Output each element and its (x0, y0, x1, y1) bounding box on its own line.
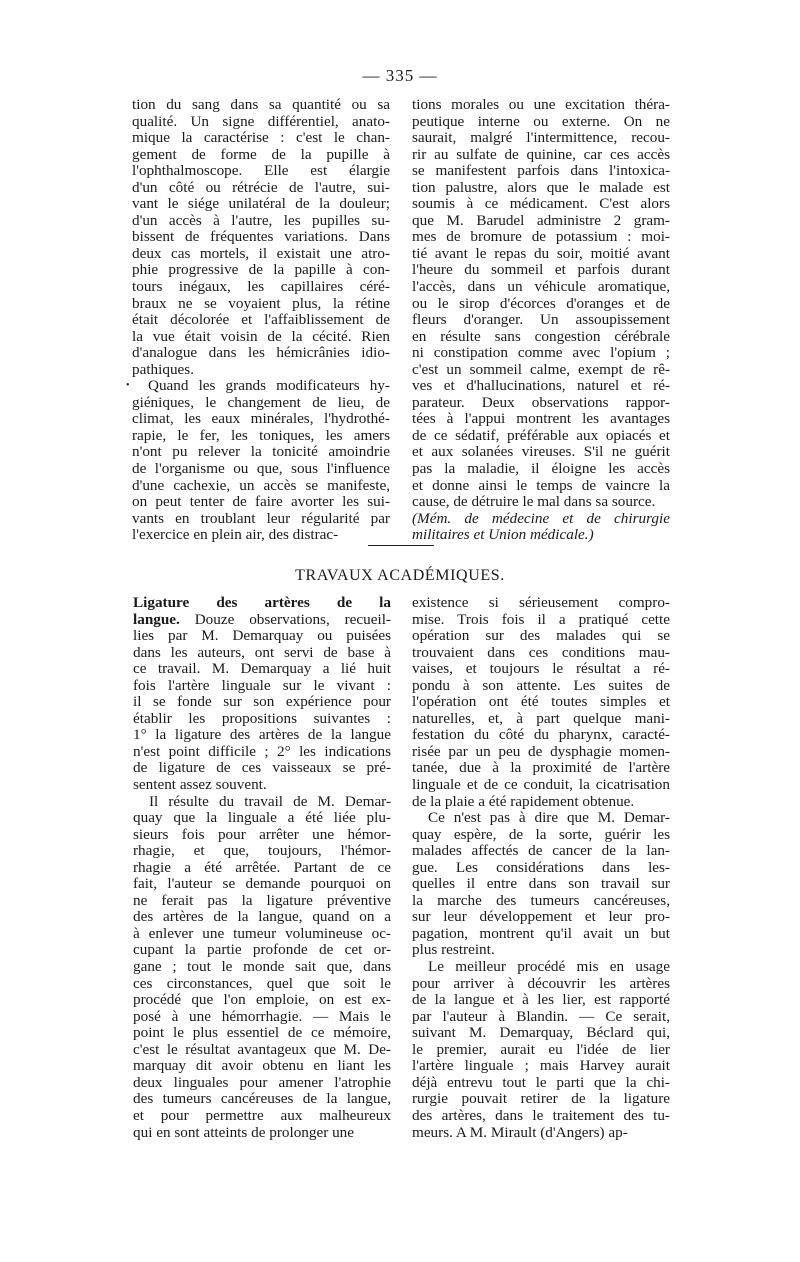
text-line: de ce sédatif, préférable aux opiacés et (412, 426, 670, 444)
text-line: parateur. Deux observations rappor- (412, 393, 670, 411)
text-line: l'accès, dans un véhicule aromatique, (412, 278, 670, 296)
text-line: saurait, malgré l'intermittence, recou- (412, 129, 670, 147)
text-line: l'artère linguale ; mais Harvey aurait (412, 1057, 670, 1075)
text-line: Il résulte du travail de M. Demar- (149, 792, 391, 810)
text-line: le premier, aurait eu l'idée de lier (412, 1040, 670, 1058)
text-line: et pour permettre aux malheureux (133, 1106, 391, 1124)
text-line: procédé que l'on emploie, on est ex- (133, 991, 391, 1009)
text-line: d'un côté ou rétrécie de l'autre, sui- (132, 178, 390, 196)
text-line: linguale et de ce conduit, la cicatrisation (412, 776, 670, 794)
text-line: ce travail. M. Demarquay a lié huit (133, 660, 391, 678)
text-line: ves et d'hallucinations, naturel et ré- (412, 377, 670, 395)
text-line: vants en troublant leur régularité par (132, 509, 390, 527)
text-line: fleurs d'oranger. Un assoupissement (412, 311, 670, 329)
text-line: rurgie pouvait retirer de la ligature (412, 1090, 670, 1108)
text-line: sur leur développement et leur pro- (412, 908, 670, 926)
article-heading-line (133, 595, 391, 612)
text-line: Le meilleur procédé mis en usage (428, 958, 670, 976)
margin-mark: • (126, 380, 130, 391)
text-line: d'analogue dans les hémicrânies idio- (132, 344, 390, 362)
column-bottom-left (133, 595, 391, 1141)
text-line: la vue était voisin de la cécité. Rien (132, 327, 390, 345)
text-line: opération sur des malades qui se (412, 627, 670, 645)
text-line: marquay dit avoir obtenu en liant les (133, 1057, 391, 1075)
text-line: d'un accès à l'autre, les pupilles su- (132, 211, 390, 229)
text-line: par l'auteur à Blandin. — Ce serait, (412, 1007, 670, 1025)
text-line: point le plus essentiel de ce mémoire, (133, 1024, 391, 1042)
text-line: c'est un sommeil calme, exempt de rê- (412, 360, 670, 378)
text-line: bissent de fréquentes variations. Dans (132, 228, 390, 246)
text-line: n'est point difficile ; 2° les indications (133, 742, 391, 760)
text-line: cupant la partie profonde de cet or- (133, 941, 391, 959)
text-line: trouvaient dans ces conditions mau- (412, 643, 670, 661)
text-line: rir au sulfate de quinine, car ces accès (412, 145, 670, 163)
text-line: ne ferait pas la ligature préventive (133, 891, 391, 909)
text-line: existence si sérieusement compro- (412, 594, 670, 611)
column-top-left (132, 97, 390, 544)
text-line: à enlever une tumeur volumineuse oc- (133, 924, 391, 942)
text-line: plus restreint. (412, 941, 495, 959)
article-heading-line-2 (133, 612, 391, 629)
text-line: mes de bromure de potassium : moi- (412, 228, 670, 246)
section-divider (368, 545, 434, 546)
text-line: pas la maladie, il éloigne les accès (412, 460, 670, 478)
text-line: gement de forme de la pupille à (132, 145, 390, 163)
text-line: risée par un peu de dysphagie momen- (412, 742, 670, 760)
text-line: pagation, montrent qu'il avait un but (412, 924, 670, 942)
text-line: festation du côté du pharynx, caracté- (412, 726, 670, 744)
text-line: ni constipation comme avec l'opium ; (412, 344, 670, 362)
text-line: tion palustre, alors que le malade est (412, 178, 670, 196)
text-line: et donne ainsi le temps de vaincre la (412, 476, 670, 494)
text-line: de l'organisme ou que, sous l'influence (132, 460, 390, 478)
text-line: giéniques, le changement de lieu, de (132, 393, 390, 411)
article-heading: Ligature des artères de la (133, 594, 391, 611)
text-line: Ce n'est pas à dire que M. Demar- (428, 809, 670, 827)
text-line: l'opération ont été toutes simples et (412, 693, 670, 711)
text-line: meurs. A M. Mirault (d'Angers) ap- (412, 1123, 628, 1141)
text-line: suivant M. Demarquay, Béclard qui, (412, 1024, 670, 1042)
text-line: n'ont pu relever la tonicité amoindrie (132, 443, 390, 461)
text-line: d'une cachexie, un accès se manifeste, (132, 476, 390, 494)
text-line: phie progressive de la papille à con- (132, 261, 390, 279)
text-line: deux linguales pour amener l'atrophie (133, 1073, 391, 1091)
text-line: l'heure du sommeil et parfois durant (412, 261, 670, 279)
text-line: gue. Les considérations dans les- (412, 858, 670, 876)
text-line: soumis à ce médicament. C'est alors (412, 195, 670, 213)
text-line: tié avant le repas du soir, moitié avant (412, 244, 670, 262)
text-line: braux ne se voyaient plus, la rétine (132, 294, 390, 312)
text-line: climat, les eaux minérales, l'hydrothé- (132, 410, 390, 428)
text-line: mise. Trois fois il a pratiqué cette (412, 610, 670, 628)
text-line: naturelles, et, à part quelque mani- (412, 709, 670, 727)
text-line: tion du sang dans sa quantité ou sa (132, 96, 390, 113)
text-line: établir les propositions suivantes : (133, 709, 391, 727)
text-line: pondu à son attente. Les suites de (412, 676, 670, 694)
text-line: qui en sont atteints de prolonger une (133, 1123, 355, 1141)
text-line: et aux solanées vireuses. S'il ne guérit (412, 443, 670, 461)
text-line: dans les auteurs, ont servi de base à (133, 643, 391, 661)
text-line: rhagie, et que, toujours, l'hémor- (133, 842, 391, 860)
text-line: se manifestent parfois dans l'intoxica- (412, 162, 670, 180)
text-line: de ligature de ces vaisseaux se pré- (133, 759, 391, 777)
text-line: tours inégaux, les capillaires céré- (132, 278, 390, 296)
text-line: pour arriver à découvrir les artères (412, 974, 670, 992)
text-line: c'est le résultat avantageux que M. De- (133, 1040, 391, 1058)
text-line: des artères de la langue, quand on a (133, 908, 391, 926)
text-line: vant le siége unilatéral de la douleur; (132, 195, 390, 213)
text-line: Quand les grands modificateurs hy- (148, 377, 390, 395)
text-line: ou le sirop d'écorces d'oranges et de (412, 294, 670, 312)
text-line: sieurs fois pour arrêter une hémor- (133, 825, 391, 843)
text-line: des tumeurs cancéreuses de la langue, (133, 1090, 391, 1108)
text-line: était décolorée et l'affaiblissement de (132, 311, 390, 329)
page-number: — 335 — (362, 66, 438, 85)
text-line: l'exercice en plein air, des distrac- (132, 526, 339, 544)
text-line: déjà entrevu tout le parti que la chi- (412, 1073, 670, 1091)
column-bottom-right (412, 595, 670, 1141)
text-line: cause, de détruire le mal dans sa source. (412, 493, 656, 511)
text-line: on peut tenter de faire avorter les sui- (132, 493, 390, 511)
text-line: lies par M. Demarquay ou puisées (133, 627, 391, 645)
text-line: la marche des tumeurs cancéreuses, (412, 891, 670, 909)
text-line: qualité. Un signe différentiel, anato- (132, 112, 390, 130)
text-line: (Mém. de médecine et de chirurgie (412, 509, 670, 527)
column-top-right (412, 97, 670, 544)
text-line: fois l'artère linguale sur le vivant : (133, 676, 391, 694)
text-line: tanée, due à la proximité de l'artère (412, 759, 670, 777)
text-line: gane ; tout le monde sait que, dans (133, 958, 391, 976)
text-line: l'ophthalmoscope. Elle est élargie (132, 162, 390, 180)
text-line: quelles il entre dans son travail sur (412, 875, 670, 893)
text-line: tions morales ou une excitation théra- (412, 96, 670, 113)
text-line: que M. Barudel administre 2 gram- (412, 211, 670, 229)
text-line: il se fonde sur son expérience pour (133, 693, 391, 711)
text-line: 1° la ligature des artères de la langue (133, 726, 391, 744)
text-line: ces circonstances, quel que soit le (133, 974, 391, 992)
article-heading-rest: Douze observations, recueil- (194, 610, 391, 628)
text-line: fait, l'auteur se demande pourquoi on (133, 875, 391, 893)
text-line: en résulte sans congestion cérébrale (412, 327, 670, 345)
text-line: tées à l'appui montrent les avantages (412, 410, 670, 428)
text-line: rhagie a été arrêtée. Partant de ce (133, 858, 391, 876)
text-line: quay que la linguale a été liée plu- (133, 809, 391, 827)
text-line: mique la caractérise : c'est le chan- (132, 129, 390, 147)
text-line: deux cas mortels, il existait une atro- (132, 244, 390, 262)
text-line: malades affectés de cancer de la lan- (412, 842, 670, 860)
text-line: rapie, le fer, les toniques, les amers (132, 426, 390, 444)
text-line: posé à une hémorrhagie. — Mais le (133, 1007, 391, 1025)
text-line: des artères, dans le traitement des tu- (412, 1106, 670, 1124)
section-title: TRAVAUX ACADÉMIQUES. (295, 567, 505, 584)
text-line: sentent assez souvent. (133, 776, 267, 794)
article-heading-end: langue. (133, 610, 180, 628)
text-line: de la plaie a été rapidement obtenue. (412, 792, 635, 810)
text-line: vaises, et toujours le résultat a ré- (412, 660, 670, 678)
text-line: pathiques. (132, 360, 195, 378)
text-line: peutique interne ou externe. On ne (412, 112, 670, 130)
text-line: militaires et Union médicale.) (412, 526, 594, 544)
text-line: quay espère, de la sorte, guérir les (412, 825, 670, 843)
text-line: de la langue et à les lier, est rapporté (412, 991, 670, 1009)
